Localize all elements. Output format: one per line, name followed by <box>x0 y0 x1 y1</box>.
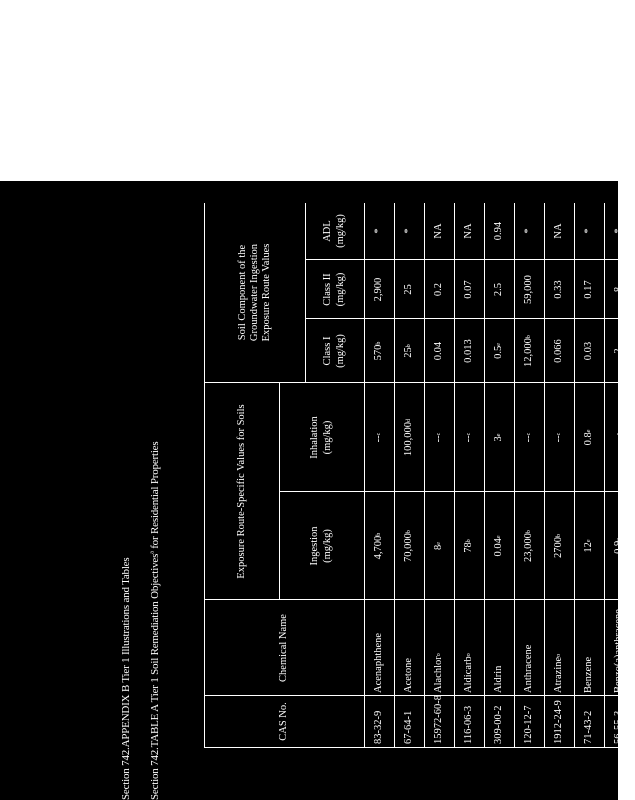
name-value: Benzo(a)anthracene <box>612 609 624 693</box>
cell-class1: 0.5 e <box>492 343 504 359</box>
name-value: Atrazine <box>552 656 564 693</box>
rotated-page <box>120 190 624 800</box>
adl-value: * <box>402 228 414 234</box>
ingestion-value: 2700 <box>552 537 564 558</box>
ingestion-value: 23,000 <box>522 533 534 562</box>
cell-name: Aldicarb o <box>462 653 474 693</box>
cas-value: 71-43-2 <box>582 710 594 744</box>
cell-name: Alachlor o <box>432 653 444 693</box>
cell-ingestion: 0.04 e <box>492 535 504 557</box>
col-header-name: Chemical Name <box>278 614 290 682</box>
adl-value: NA <box>462 223 474 239</box>
cell-adl <box>514 202 544 260</box>
cell-class1: 12,000 b <box>522 335 534 367</box>
cell-inhalation: -- c <box>552 432 564 443</box>
name-value: Benzene <box>582 656 594 693</box>
cas-value: 120-12-7 <box>522 705 534 744</box>
class2-value: 2,900 <box>372 277 384 302</box>
cell-ingestion: 23,000 b <box>522 530 534 562</box>
cell-name <box>574 600 604 696</box>
cell-inhalation: 0.8 e <box>582 429 594 446</box>
group-exposure-header: Exposure Route-Specific Values for Soils <box>235 404 247 579</box>
cell-class2 <box>514 260 544 319</box>
cell-adl <box>364 202 394 260</box>
cell-cas <box>544 696 574 747</box>
cell-class2 <box>484 260 514 319</box>
cell-adl <box>574 202 604 260</box>
cell-cas <box>604 696 634 747</box>
ingestion-value: 4,700 <box>372 535 384 560</box>
group-soil-header: Soil Component of the Groundwater Ingestion Exposure Route Values <box>236 243 273 342</box>
cell-class1 <box>424 319 454 383</box>
cell-class2 <box>604 260 634 319</box>
col-header-inhalation: Inhalation (mg/kg) <box>309 416 333 459</box>
class2-value: 8 <box>612 286 624 293</box>
cell-adl <box>544 202 574 260</box>
class1-value: 2 <box>612 348 624 354</box>
cell-ingestion: 8 e <box>432 542 444 550</box>
adl-value: NA <box>432 223 444 239</box>
cell-adl <box>604 202 634 260</box>
cell-class1: 25 b <box>402 344 414 358</box>
cell-adl <box>454 202 484 260</box>
scanned-page <box>0 181 624 800</box>
class1-value: 0.013 <box>462 339 474 363</box>
cell-ingestion: 12 e <box>582 539 594 553</box>
adl-value: * <box>612 228 624 234</box>
cell-class2 <box>424 260 454 319</box>
cell-adl <box>394 202 424 260</box>
cell-cas <box>454 696 484 747</box>
cell-inhalation: -- c <box>432 432 444 443</box>
class2-value: 25 <box>402 284 414 295</box>
class2-value: 2.5 <box>492 282 504 297</box>
cas-value: 1912-24-9 <box>552 700 564 744</box>
cell-ingestion: 70,000 b <box>402 530 414 562</box>
name-value: Acenaphthene <box>372 632 384 693</box>
cell-name <box>484 600 514 696</box>
col-header-class1: Class I (mg/kg) <box>322 334 346 368</box>
cell-inhalation: 100,000 d <box>402 418 414 457</box>
cas-value: 83-32-9 <box>372 710 384 744</box>
cell-adl <box>484 202 514 260</box>
adl-value: * <box>372 228 384 234</box>
inhalation-value: -- <box>552 435 564 443</box>
class2-value: 0.2 <box>432 282 444 297</box>
class1-value: 0.04 <box>432 341 444 361</box>
cell-cas <box>574 696 604 747</box>
ingestion-value: 70,000 <box>402 533 414 562</box>
cell-class1 <box>454 319 484 383</box>
cas-value: 67-64-1 <box>402 710 414 744</box>
table-title <box>149 442 161 800</box>
cas-value: 309-00-2 <box>492 705 504 744</box>
name-value: Aldicarb <box>462 656 474 693</box>
table-title-text: Section 742.TABLE A Tier 1 Soil Remediation Objectives <box>149 553 161 800</box>
ingestion-value: 8 <box>432 544 444 550</box>
col-header-class2: Class II (mg/kg) <box>322 272 346 307</box>
class1-value: 25 <box>402 347 414 358</box>
soil-objectives-table <box>204 203 624 748</box>
inhalation-value: -- <box>522 435 534 443</box>
cell-ingestion: 0.9 e <box>612 538 624 554</box>
cell-class2 <box>454 260 484 319</box>
ingestion-value: 0.9 <box>612 540 624 554</box>
ingestion-value: 0.04 <box>492 538 504 557</box>
class2-value: 0.07 <box>462 280 474 299</box>
cell-class2 <box>544 260 574 319</box>
class1-value: 0.066 <box>552 339 564 363</box>
header-rule <box>305 203 306 383</box>
ingestion-value: 78 <box>462 542 474 553</box>
col-header-cas: CAS No. <box>278 702 290 741</box>
adl-value: * <box>582 228 594 234</box>
inhalation-value: -- <box>432 435 444 443</box>
name-value: Alachlor <box>432 656 444 693</box>
cell-class1 <box>604 319 634 383</box>
cas-value: 15972-60-8 <box>432 695 444 744</box>
col-header-ingestion: Ingestion (mg/kg) <box>309 526 333 566</box>
ingestion-value: 12 <box>582 542 594 553</box>
cell-name <box>514 600 544 696</box>
cell-cas <box>484 696 514 747</box>
adl-value: * <box>522 228 534 234</box>
adl-value: 0.94 <box>492 221 504 241</box>
cell-adl <box>424 202 454 260</box>
cas-value: 116-06-3 <box>462 705 474 744</box>
class2-value: 0.17 <box>582 280 594 299</box>
cell-inhalation: 3 e <box>492 433 504 442</box>
cell-cas <box>424 696 454 747</box>
adl-value: NA <box>552 223 564 239</box>
cell-class1 <box>574 319 604 383</box>
inhalation-value: -- <box>372 435 384 443</box>
name-value: Acetone <box>402 658 414 693</box>
cell-ingestion: 78 b <box>462 539 474 553</box>
name-value: Anthracene <box>522 644 534 693</box>
cell-class1: 570 b <box>372 341 384 361</box>
cell-name <box>364 600 394 696</box>
cell-class2 <box>364 260 394 319</box>
col-header-adl: ADL (mg/kg) <box>322 214 346 248</box>
cell-name <box>604 600 634 696</box>
cell-inhalation: -- c <box>522 432 534 443</box>
cell-name <box>394 600 424 696</box>
cell-inhalation: -- c <box>372 432 384 443</box>
class1-value: 0.5 <box>492 345 504 359</box>
table-title-sup: a <box>149 551 156 554</box>
class1-value: 12,000 <box>522 338 534 367</box>
name-value: Aldrin <box>492 665 504 693</box>
section-title: Section 742.APPENDIX B Tier 1 Illustrations and Tables <box>120 557 132 800</box>
class1-value: 0.03 <box>582 341 594 361</box>
cell-ingestion: 2700 b <box>552 534 564 558</box>
cell-ingestion: 4,700 b <box>372 532 384 560</box>
cell-cas <box>514 696 544 747</box>
class2-value: 0.33 <box>552 280 564 299</box>
table-title-end: for Residential Properties <box>149 441 161 552</box>
cell-cas <box>394 696 424 747</box>
inhalation-value: 0.8 <box>582 432 594 446</box>
inhalation-value: -- <box>462 435 474 443</box>
inhalation-value: 100,000 <box>402 421 414 457</box>
cell-class1 <box>544 319 574 383</box>
cell-class2 <box>394 260 424 319</box>
class1-value: 570 <box>372 344 384 361</box>
cell-inhalation: -- c <box>612 432 624 443</box>
cell-name: Atrazine o <box>552 653 564 693</box>
cell-inhalation: -- c <box>462 432 474 443</box>
class2-value: 59,000 <box>522 275 534 304</box>
inhalation-value: -- <box>612 435 624 443</box>
cell-class2 <box>574 260 604 319</box>
inhalation-value: 3 <box>492 436 504 442</box>
cas-value: 56-55-3 <box>612 710 624 744</box>
cell-cas <box>364 696 394 747</box>
